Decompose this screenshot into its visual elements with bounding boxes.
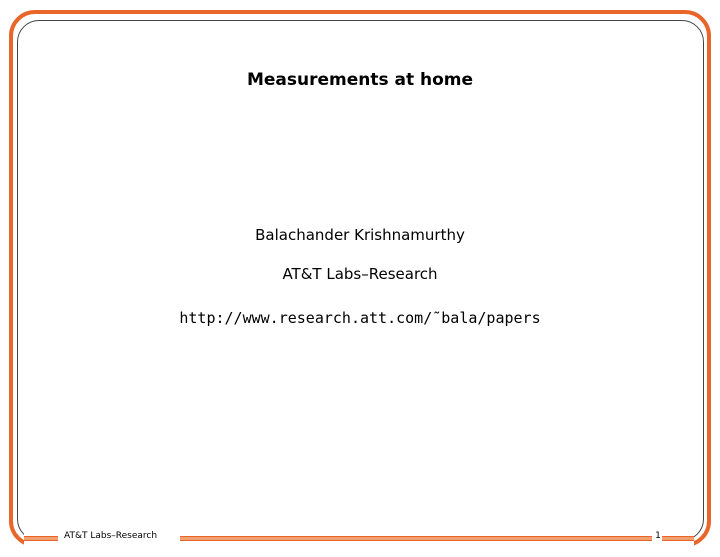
footer-rule-right <box>662 536 694 541</box>
slide-title: Measurements at home <box>246 70 474 90</box>
author-name: Balachander Krishnamurthy <box>255 226 465 244</box>
papers-url[interactable]: http://www.research.att.com/˜bala/papers <box>179 309 541 327</box>
affiliation: AT&T Labs–Research <box>282 265 438 283</box>
footer-rule-middle <box>180 536 652 541</box>
footer-rule-left <box>24 536 58 541</box>
footer-label: AT&T Labs–Research <box>64 531 158 541</box>
slide-footer <box>24 531 694 551</box>
page-number: 1 <box>655 531 661 541</box>
